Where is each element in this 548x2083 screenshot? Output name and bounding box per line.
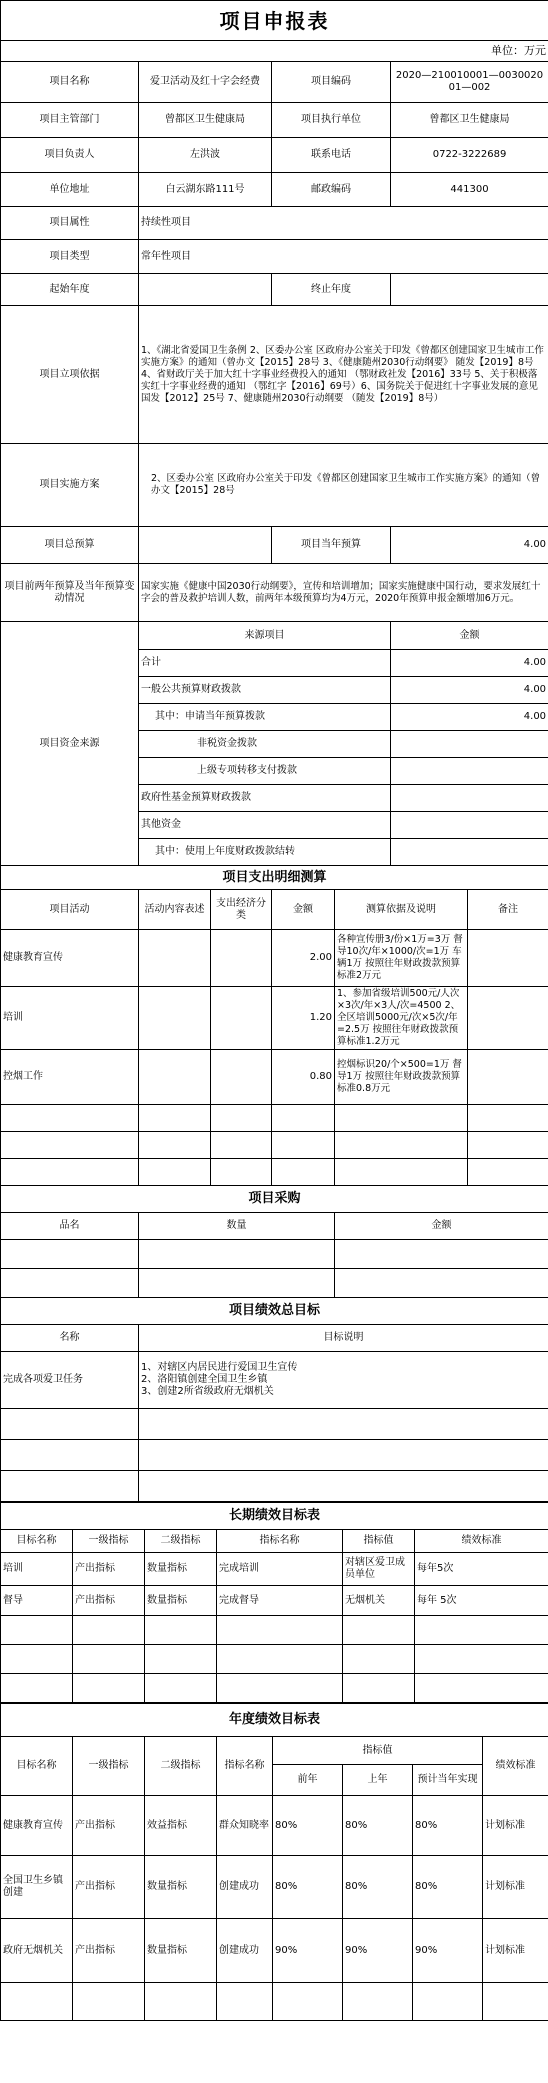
annual-header: 指标名称 <box>217 1737 273 1796</box>
funds-row: 其中：使用上年度财政拨款结转 <box>139 839 391 866</box>
expense-header: 支出经济分类 <box>211 890 272 930</box>
expense-content <box>139 930 211 987</box>
attr-label: 项目属性 <box>1 207 139 240</box>
expense-header: 活动内容表述 <box>139 890 211 930</box>
long-header: 指标名称 <box>217 1530 343 1553</box>
annual-header: 一级指标 <box>73 1737 145 1796</box>
purchase-empty-row <box>1 1240 548 1269</box>
long-empty-row <box>1 1674 548 1703</box>
annual-last: 80% <box>343 1856 413 1919</box>
purchase-header: 品名 <box>1 1213 139 1240</box>
funds-amount-header: 金额 <box>391 622 548 650</box>
long-header: 绩效标准 <box>415 1530 548 1553</box>
funds-label: 项目资金来源 <box>1 622 139 866</box>
long-l1: 产出指标 <box>73 1553 145 1586</box>
funds-amount: 4.00 <box>391 704 548 731</box>
long-l1: 产出指标 <box>73 1586 145 1616</box>
addr-value: 白云湖东路111号 <box>139 173 272 207</box>
addr-label: 单位地址 <box>1 173 139 207</box>
annual-prev: 90% <box>273 1919 343 1983</box>
annual-header: 指标值 <box>273 1737 483 1765</box>
expense-class <box>211 987 272 1050</box>
long-l2: 数量指标 <box>145 1553 217 1586</box>
long-section-title: 长期绩效目标表 <box>1 1503 548 1530</box>
exec-value: 曾都区卫生健康局 <box>391 103 548 138</box>
basis-text: 1、《湖北省爱国卫生条例 2、区委办公室 区政府办公室关于印发《曾都区创建国家卫生城市工作实施方案》的通知（曾办文【2015】28号 3、《健康随州2030行动纲要》 随发【2019】8号 4、省财政厅关于加大红十字事业经费投入的通知 （鄂财政社发【2016】33号 5、关于积极落实红十字事业经费的通知 （鄂红字【2016】69号）6、国务院关于促进红十字事业发展的意见 国发【2012】25号 7、健康随州2030行动纲要 （随发【2019】8号） <box>139 306 548 444</box>
funds-amount <box>391 731 548 758</box>
annual-section-title: 年度绩效目标表 <box>1 1704 548 1737</box>
basis-label: 项目立项依据 <box>1 306 139 444</box>
project-code: 2020—210010001—003002001—002 <box>391 62 548 103</box>
funds-amount <box>391 812 548 839</box>
perf-empty-row <box>1 1409 548 1440</box>
funds-row: 其他资金 <box>139 812 391 839</box>
annual-goal: 政府无烟机关 <box>1 1919 73 1983</box>
purchase-header: 数量 <box>139 1213 335 1240</box>
long-header: 目标名称 <box>1 1530 73 1553</box>
long-goal: 培训 <box>1 1553 73 1586</box>
perf-empty-row <box>1 1440 548 1471</box>
purchase-empty-row <box>1 1269 548 1298</box>
annual-header: 二级指标 <box>145 1737 217 1796</box>
annual-goal: 健康教育宣传 <box>1 1796 73 1856</box>
long-term-goals-table <box>0 1502 548 1703</box>
funds-amount <box>391 839 548 866</box>
expense-header: 备注 <box>468 890 548 930</box>
annual-expect: 90% <box>413 1919 483 1983</box>
annual-header: 目标名称 <box>1 1737 73 1796</box>
expense-amount: 0.80 <box>272 1050 335 1105</box>
annual-expect: 80% <box>413 1796 483 1856</box>
end-year-value <box>391 274 548 306</box>
leader-value: 左洪波 <box>139 138 272 173</box>
funds-row: 非税资金拨款 <box>139 731 391 758</box>
exec-label: 项目执行单位 <box>272 103 391 138</box>
expense-note <box>468 987 548 1050</box>
annual-l2: 数量指标 <box>145 1856 217 1919</box>
expense-empty-row <box>1 1105 548 1132</box>
annual-indicator: 创建成功 <box>217 1856 273 1919</box>
annual-goal: 全国卫生乡镇创建 <box>1 1856 73 1919</box>
phone-value: 0722-3222689 <box>391 138 548 173</box>
unit-label: 单位：万元 <box>1 41 548 62</box>
expense-content <box>139 987 211 1050</box>
expense-activity: 控烟工作 <box>1 1050 139 1105</box>
annual-header: 预计当年实现 <box>413 1765 483 1796</box>
annual-last: 90% <box>343 1919 413 1983</box>
annual-l2: 数量指标 <box>145 1919 217 1983</box>
long-standard: 每年5次 <box>415 1553 548 1586</box>
perf-empty-row <box>1 1471 548 1502</box>
annual-standard: 计划标准 <box>483 1796 548 1856</box>
zip-label: 邮政编码 <box>272 173 391 207</box>
funds-row: 其中：申请当年预算拨款 <box>139 704 391 731</box>
purchase-section-title: 项目采购 <box>1 1186 548 1213</box>
funds-row: 政府性基金预算财政拨款 <box>139 785 391 812</box>
funds-row: 合计 <box>139 650 391 677</box>
annual-l1: 产出指标 <box>73 1919 145 1983</box>
form-title: 项目申报表 <box>1 1 548 41</box>
long-standard: 每年 5次 <box>415 1586 548 1616</box>
long-empty-row <box>1 1645 548 1674</box>
annual-indicator: 创建成功 <box>217 1919 273 1983</box>
perf-section-title: 项目绩效总目标 <box>1 1298 548 1325</box>
long-value: 无烟机关 <box>343 1586 415 1616</box>
long-value: 对辖区爱卫成员单位 <box>343 1553 415 1586</box>
annual-empty-row <box>1 1983 548 2021</box>
zip-value: 441300 <box>391 173 548 207</box>
type-value: 常年性项目 <box>139 240 548 274</box>
expense-amount: 1.20 <box>272 987 335 1050</box>
perf-goal-name: 完成各项爱卫任务 <box>1 1352 139 1409</box>
expense-section-title: 项目支出明细测算 <box>1 866 548 890</box>
annual-l2: 效益指标 <box>145 1796 217 1856</box>
total-budget-label: 项目总预算 <box>1 527 139 564</box>
project-name: 爱卫活动及红十字会经费 <box>139 62 272 103</box>
long-goal: 督导 <box>1 1586 73 1616</box>
start-year-value <box>139 274 272 306</box>
annual-last: 80% <box>343 1796 413 1856</box>
change-label: 项目前两年预算及当年预算变动情况 <box>1 564 139 622</box>
plan-label: 项目实施方案 <box>1 444 139 527</box>
dept-value: 曾都区卫生健康局 <box>139 103 272 138</box>
long-header: 二级指标 <box>145 1530 217 1553</box>
long-indicator: 完成督导 <box>217 1586 343 1616</box>
funds-source-header: 来源项目 <box>139 622 391 650</box>
expense-empty-row <box>1 1159 548 1186</box>
expense-activity: 培训 <box>1 987 139 1050</box>
funds-amount <box>391 785 548 812</box>
annual-header: 绩效标准 <box>483 1737 548 1796</box>
expense-class <box>211 930 272 987</box>
expense-amount: 2.00 <box>272 930 335 987</box>
expense-header: 项目活动 <box>1 890 139 930</box>
expense-empty-row <box>1 1132 548 1159</box>
funds-amount: 4.00 <box>391 677 548 704</box>
attr-value: 持续性项目 <box>139 207 548 240</box>
phone-label: 联系电话 <box>272 138 391 173</box>
change-text: 国家实施《健康中国2030行动纲要》，宣传和培训增加；国家实施健康中国行动，要求发展红十字会的普及救护培训人数，前两年本级预算均为4万元，2020年预算申报金额增加6万元。 <box>139 564 548 622</box>
type-label: 项目类型 <box>1 240 139 274</box>
annual-l1: 产出指标 <box>73 1796 145 1856</box>
expense-header: 测算依据及说明 <box>335 890 468 930</box>
perf-name-header: 名称 <box>1 1325 139 1352</box>
end-year-label: 终止年度 <box>272 274 391 306</box>
expense-note <box>468 1050 548 1105</box>
annual-goals-table <box>0 1703 548 2021</box>
long-empty-row <box>1 1616 548 1645</box>
plan-text: 2、区委办公室 区政府办公室关于印发《曾都区创建国家卫生城市工作实施方案》的通知（曾办文【2015】28号 <box>139 444 548 527</box>
annual-prev: 80% <box>273 1856 343 1919</box>
annual-expect: 80% <box>413 1856 483 1919</box>
funds-amount <box>391 758 548 785</box>
funds-amount: 4.00 <box>391 650 548 677</box>
funds-row: 一般公共预算财政拨款 <box>139 677 391 704</box>
dept-label: 项目主管部门 <box>1 103 139 138</box>
year-budget-label: 项目当年预算 <box>272 527 391 564</box>
perf-goal-desc: 1、对辖区内居民进行爱国卫生宣传 2、洛阳镇创建全国卫生乡镇 3、创建2所省级政府无烟机关 <box>139 1352 548 1409</box>
annual-prev: 80% <box>273 1796 343 1856</box>
annual-header: 上年 <box>343 1765 413 1796</box>
long-indicator: 完成培训 <box>217 1553 343 1586</box>
expense-note <box>468 930 548 987</box>
project-code-label: 项目编码 <box>272 62 391 103</box>
perf-desc-header: 目标说明 <box>139 1325 548 1352</box>
funds-row: 上级专项转移支付拨款 <box>139 758 391 785</box>
annual-standard: 计划标准 <box>483 1919 548 1983</box>
expense-class <box>211 1050 272 1105</box>
annual-standard: 计划标准 <box>483 1856 548 1919</box>
start-year-label: 起始年度 <box>1 274 139 306</box>
annual-l1: 产出指标 <box>73 1856 145 1919</box>
expense-basis: 1、参加省级培训500元/人次×3次/年×3人/次=4500 2、全区培训5000元/次×5次/年=2.5万 按照往年财政拨款预算标准1.2万元 <box>335 987 468 1050</box>
annual-indicator: 群众知晓率 <box>217 1796 273 1856</box>
expense-content <box>139 1050 211 1105</box>
year-budget-value: 4.00 <box>391 527 548 564</box>
annual-header: 前年 <box>273 1765 343 1796</box>
long-header: 指标值 <box>343 1530 415 1553</box>
expense-basis: 各种宣传册3/份×1万=3万 督导10次/年×1000/次=1万 车辆1万 按照往年财政拨款预算标准2万元 <box>335 930 468 987</box>
purchase-header: 金额 <box>335 1213 548 1240</box>
long-header: 一级指标 <box>73 1530 145 1553</box>
long-l2: 数量指标 <box>145 1586 217 1616</box>
expense-basis: 控烟标识20/个×500=1万 督导1万 按照往年财政拨款预算标准0.8万元 <box>335 1050 468 1105</box>
expense-activity: 健康教育宣传 <box>1 930 139 987</box>
total-budget-value <box>139 527 272 564</box>
project-name-label: 项目名称 <box>1 62 139 103</box>
leader-label: 项目负责人 <box>1 138 139 173</box>
expense-header: 金额 <box>272 890 335 930</box>
